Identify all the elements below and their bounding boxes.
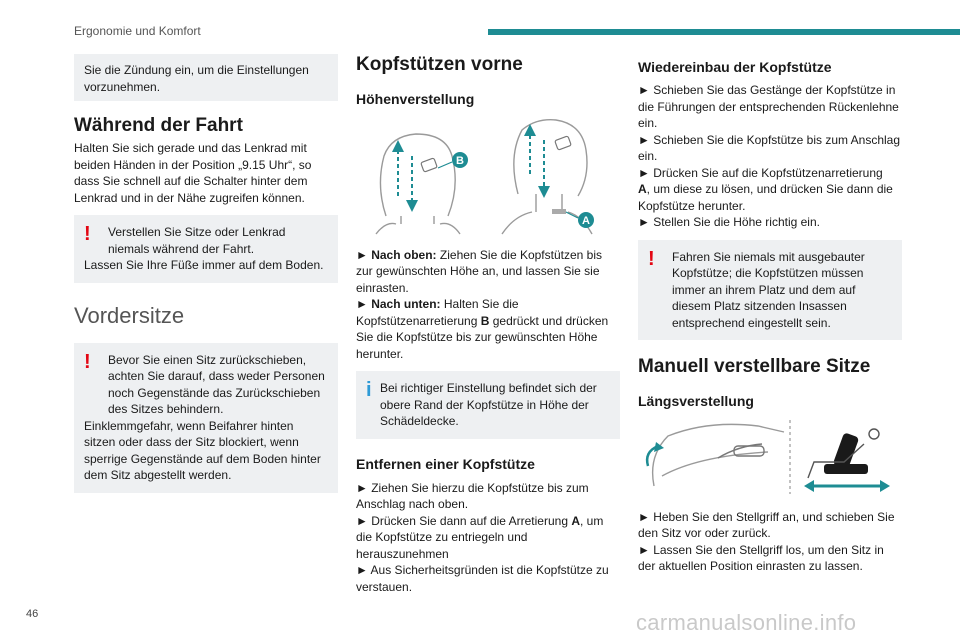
seat-adjust-illustration	[638, 416, 902, 496]
exclamation-icon: !	[84, 350, 91, 373]
warning-headrest	[638, 240, 902, 341]
refit-step-4: ► Stellen Sie die Höhe richtig ein.	[638, 215, 820, 229]
column-right	[638, 54, 902, 575]
page-number: 46	[26, 608, 39, 620]
refit-step-2: ► Schieben Sie die Kopfstütze bis zum Anschlag ein.	[638, 132, 901, 163]
refit-step-3	[638, 165, 902, 215]
up-text: Ziehen Sie die Kopfstützen bis zur gewünschten Höhe an, und lassen Sie sie einrasten.	[356, 247, 602, 295]
note-ignition-text: Sie die Zündung ein, um die Einstellungen vorzunehmen.	[84, 63, 309, 94]
label-b: B	[456, 155, 464, 167]
height-down-paragraph	[356, 296, 620, 362]
warning-driving-line1: Verstellen Sie Sitze oder Lenkrad niemals während der Fahrt.	[108, 225, 286, 256]
remove-step-2-a: A	[571, 513, 581, 528]
driving-paragraph: Halten Sie sich gerade und das Lenkrad mit beiden Händen in der Position „9.15 Uhr“, so dass Sie schnell auf die Schalter hinter dem Lenkrad und in der Nähe zugreifen können.	[74, 141, 312, 205]
note-ignition	[74, 54, 338, 101]
label-a: A	[582, 215, 590, 227]
remove-step-2	[356, 513, 620, 563]
watermark: carmanualsonline.info	[636, 610, 857, 635]
headrest-left	[376, 134, 460, 234]
info-icon: i	[366, 379, 372, 401]
exclamation-icon: !	[84, 223, 91, 245]
heading-front-seats: Vordersitze	[74, 302, 185, 328]
headrest-right	[502, 120, 592, 234]
heading-manual-seats: Manuell verstellbare Sitze	[638, 356, 871, 377]
remove-step-2a: ► Drücken Sie dann auf die Arretierung	[356, 513, 572, 528]
length-step-1: ► Heben Sie den Stellgriff an, und schieben Sie den Sitz vor oder zurück.	[638, 509, 895, 540]
down-text-1: Halten Sie die Kopfstützenarretierung	[356, 297, 519, 328]
chapter-title: Ergonomie und Komfort	[74, 24, 201, 38]
remove-step-1: ► Ziehen Sie hierzu die Kopfstütze bis zum Anschlag nach oben.	[356, 480, 589, 511]
refit-step-1: ► Schieben Sie das Gestänge der Kopfstütze in die Führungen der entsprechenden Rückenlehne ein.	[638, 83, 899, 130]
up-label: ► Nach oben:	[356, 247, 437, 262]
warning-headrest-text: Fahren Sie niemals mit ausgebauter Kopfstütze; die Kopfstützen müssen immer an ihrem Platz und dem auf diesem Platz sitzenden Insassen entsprechend eingestellt sein.	[672, 249, 865, 330]
down-b: B	[480, 313, 490, 328]
heading-front-headrests: Kopfstützen vorne	[356, 54, 523, 75]
height-up-paragraph	[356, 247, 620, 297]
remove-step-3: ► Aus Sicherheitsgründen ist die Kopfstütze zu verstauen.	[356, 563, 609, 594]
headrest-illustration	[356, 116, 620, 236]
warning-front-seats-line1: Bevor Sie einen Sitz zurückschieben, achten Sie darauf, dass weder Personen noch Gegenstände das Zurückschieben des Sitzes behindern.	[108, 352, 325, 416]
warning-front-seats	[74, 343, 338, 493]
remove-step-2b: , um die Kopfstütze zu entriegeln und herauszunehmen	[356, 513, 604, 561]
seat-base-illustration	[653, 424, 784, 486]
column-middle	[356, 54, 620, 595]
seat-side-illustration	[808, 429, 879, 478]
subheading-length: Längsverstellung	[638, 393, 754, 409]
refit-step-3-a: A	[638, 182, 647, 196]
refit-step-3a: ► Drücken Sie auf die Kopfstützenarretierung	[638, 165, 883, 180]
refit-step-3b: , um diese zu lösen, und drücken Sie dann die Kopfstütze herunter.	[638, 182, 893, 213]
warning-front-seats-line2: Einklemmgefahr, wenn Beifahrer hinten sitzen oder dass der Sitz blockiert, wenn sperrige Gegenstände auf dem Boden hinter dem Sitz abgestellt werden.	[84, 418, 321, 482]
exclamation-icon: !	[648, 247, 655, 270]
warning-driving	[74, 215, 338, 283]
subheading-refit: Wiedereinbau der Kopfstütze	[638, 59, 832, 75]
info-text: Bei richtiger Einstellung befindet sich der obere Rand der Kopfstütze in Höhe der Schädeldecke.	[380, 381, 597, 428]
down-label: ► Nach unten:	[356, 297, 441, 311]
warning-driving-line2: Lassen Sie Ihre Füße immer auf dem Boden.	[84, 258, 324, 272]
column-left	[74, 54, 338, 493]
heading-while-driving: Während der Fahrt	[74, 115, 243, 136]
info-correct-setting	[356, 371, 620, 439]
header-accent-bar	[488, 29, 960, 35]
subheading-height: Höhenverstellung	[356, 91, 475, 107]
down-text-2: gedrückt und drücken Sie die Kopfstütze bis zur gewünschten Höhe herunter.	[356, 313, 609, 361]
length-step-2: ► Lassen Sie den Stellgriff los, um den Sitz in der aktuellen Position einrasten zu lassen.	[638, 542, 884, 573]
subheading-remove: Entfernen einer Kopfstütze	[356, 455, 535, 472]
